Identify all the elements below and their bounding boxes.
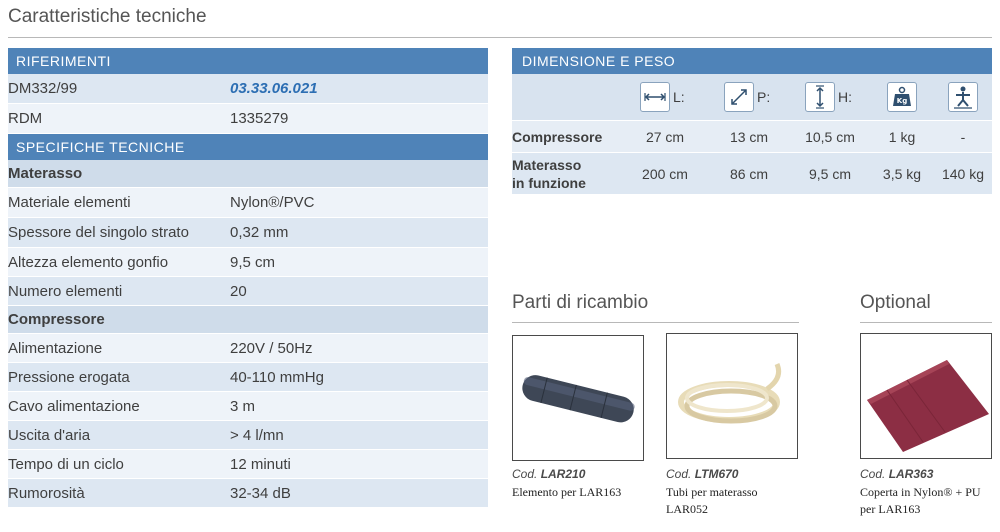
product-code-ltm670: Cod. LTM670 <box>666 467 739 481</box>
materasso-subheader: Materasso <box>8 160 488 188</box>
height-column-header <box>805 82 852 112</box>
product-code-lar363: Cod. LAR363 <box>860 467 934 481</box>
table-row <box>8 363 488 392</box>
ricambio-divider <box>512 322 799 323</box>
dim-cell-max-load: 140 kg <box>941 166 985 182</box>
dim-row-label: Compressore <box>512 129 603 145</box>
product-desc-line2: LAR052 <box>666 502 708 516</box>
row-label: Cavo alimentazione <box>8 397 140 415</box>
product-image-ltm670[interactable] <box>666 333 798 459</box>
dim-cell-height: 10,5 cm <box>805 129 855 145</box>
row-value: 32-34 dB <box>230 484 291 502</box>
person-load-icon <box>948 82 978 112</box>
height-label: H: <box>838 89 852 105</box>
product-image-lar210[interactable] <box>512 335 644 461</box>
dim-cell-height: 9,5 cm <box>808 166 851 182</box>
product-desc-lar363 <box>860 484 981 518</box>
weight-kg-icon <box>887 82 917 112</box>
ricambio-title: Parti di ricambio <box>512 292 649 313</box>
table-row <box>8 450 488 479</box>
table-row <box>8 248 488 277</box>
row-value: 3 m <box>230 397 256 415</box>
max-load-column-header <box>948 82 978 112</box>
row-label: Altezza elemento gonfio <box>8 253 169 271</box>
dimension-table <box>512 48 992 194</box>
tubes-image <box>667 334 798 459</box>
table-row <box>8 334 488 363</box>
row-value: 1335279 <box>230 110 289 127</box>
row-label: Numero elementi <box>8 282 123 300</box>
product-code-lar210: Cod. LAR210 <box>512 467 586 481</box>
dim-cell-length: 200 cm <box>642 166 688 182</box>
row-label: Tempo di un ciclo <box>8 455 124 473</box>
row-label: Pressione erogata <box>8 368 130 386</box>
table-row <box>512 152 992 194</box>
row-label: DM332/99 <box>8 80 78 97</box>
table-row <box>8 104 488 134</box>
length-column-header <box>640 82 685 112</box>
dim-cell-max-load: - <box>960 129 966 145</box>
dim-cell-depth: 13 cm <box>729 129 769 145</box>
row-value: 0,32 mm <box>230 224 289 241</box>
table-row <box>512 120 992 152</box>
technical-table <box>8 48 488 508</box>
row-value: > 4 l/mn <box>230 426 284 444</box>
row-label: Alimentazione <box>8 339 103 357</box>
row-value: 9,5 cm <box>230 253 276 271</box>
table-row <box>8 479 488 508</box>
product-desc-line1: Tubi per materasso <box>666 485 758 499</box>
row-value: 220V / 50Hz <box>230 339 313 357</box>
row-value: 03.33.06.021 <box>230 80 318 97</box>
product-desc-line2: per LAR163 <box>860 502 921 516</box>
row-label: Uscita d'aria <box>8 426 91 444</box>
weight-column-header <box>887 82 917 112</box>
optional-divider <box>860 322 992 323</box>
table-row <box>8 392 488 421</box>
dim-cell-weight: 1 kg <box>888 129 916 145</box>
row-label: RDM <box>8 110 43 127</box>
dim-cell-weight: 3,5 kg <box>882 166 922 182</box>
row-label: Materiale elementi <box>8 194 131 211</box>
product-desc-lar210: Elemento per LAR163 <box>512 485 622 499</box>
depth-label: P: <box>757 89 771 105</box>
depth-arrow-icon <box>724 82 754 112</box>
specifiche-header: SPECIFICHE TECNICHE <box>8 134 488 160</box>
height-arrows-icon <box>805 82 835 112</box>
dim-row-label: Materasso <box>512 157 582 173</box>
title-divider <box>8 37 992 38</box>
dimensione-header: DIMENSIONE E PESO <box>512 48 992 74</box>
dimension-icons-row <box>512 74 992 120</box>
row-value: Nylon®/PVC <box>230 194 315 211</box>
length-label: L: <box>673 89 685 105</box>
dim-cell-depth: 86 cm <box>729 166 769 182</box>
row-label: Spessore del singolo strato <box>8 224 189 241</box>
optional-title: Optional <box>860 292 931 313</box>
table-row <box>8 421 488 450</box>
product-desc-line1: Coperta in Nylon® + PU <box>860 485 981 499</box>
length-arrows-icon <box>640 82 670 112</box>
row-value: 20 <box>230 282 247 300</box>
table-row <box>8 188 488 218</box>
dim-cell-length: 27 cm <box>645 129 685 145</box>
depth-column-header <box>724 82 770 112</box>
dim-row-label-line2: in funzione <box>512 175 586 191</box>
product-desc-ltm670 <box>666 484 758 518</box>
riferimenti-header: RIFERIMENTI <box>8 48 488 74</box>
table-row <box>8 218 488 248</box>
table-row <box>8 277 488 306</box>
row-value: 12 minuti <box>230 455 291 473</box>
weight-kg-text: Kg <box>896 97 908 105</box>
product-image-lar363[interactable] <box>860 333 992 459</box>
table-row <box>8 74 488 104</box>
compressore-subheader: Compressore <box>8 306 488 334</box>
air-cell-element-image <box>513 336 644 461</box>
cover-image <box>861 334 992 459</box>
row-label: Rumorosità <box>8 484 85 502</box>
row-value: 40-110 mmHg <box>230 368 324 386</box>
page-title: Caratteristiche tecniche <box>8 6 207 27</box>
